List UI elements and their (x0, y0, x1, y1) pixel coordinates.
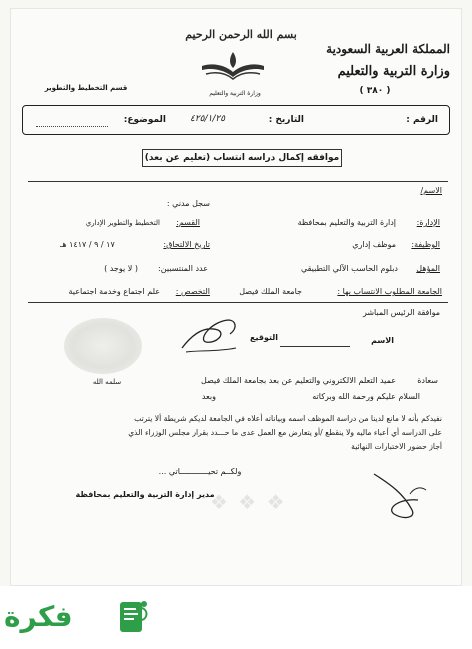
separator-mid (28, 302, 448, 303)
stamp-caption: سلمه الله (92, 378, 122, 386)
qualification-value: دبلوم الحاسب الآلي التطبيقي (300, 264, 398, 273)
ministry-small-caption: وزارة التربية والتعليم (209, 90, 261, 97)
faded-watermark: ❖ ❖ ❖ (210, 490, 287, 514)
ref-subject-label: الموضوع: (123, 115, 166, 125)
brand-name: فكرة (4, 600, 73, 633)
letterhead-number: ( ٣٨٠ ) (359, 86, 391, 96)
name-line (280, 346, 350, 347)
manager-approval-label: موافقة الرئيس المباشر (362, 308, 440, 317)
job-label: الوظيفة: (411, 240, 440, 249)
section-value: التخطيط والتطوير الإداري (85, 219, 160, 227)
specialization-label: التخصص : (175, 287, 210, 296)
specialization-value: علم اجتماع وخدمة اجتماعية (68, 287, 160, 296)
separator-top (28, 181, 448, 182)
handwritten-mark (364, 464, 434, 522)
university-value: جامعة الملك فيصل (239, 287, 302, 296)
body-line-3: أجاز حضور الاختبارات النهائية (351, 442, 442, 451)
official-stamp (64, 318, 142, 374)
after-greeting: وبعد (201, 392, 216, 401)
members-value: ( لا يوجد ) (104, 264, 138, 273)
civil-record-label: سجل مدني : (166, 199, 210, 208)
signer-title: مدير إدارة التربية والتعليم بمحافظة (75, 490, 215, 499)
document-icon (116, 598, 150, 638)
join-date-label: تاريخ الالتحاق: (163, 240, 210, 249)
salutation: سعادة (417, 376, 438, 385)
kingdom-title: المملكة العربية السعودية (326, 42, 450, 56)
university-label: الجامعة المطلوب الانتساب بها : (337, 287, 442, 296)
recipient-line: عميد التعلم الالكتروني والتعليم عن بعد بجامعة الملك فيصل (201, 376, 396, 385)
job-value: موظف إداري (352, 240, 396, 249)
document-heading: موافقه إكمال دراسه انتساب (تعليم عن بعد) (142, 149, 342, 167)
ministry-logo (196, 46, 270, 86)
signature-mark (176, 312, 246, 358)
ref-subject-dots (36, 126, 108, 127)
ref-number-label: الرقم : (406, 115, 438, 125)
body-line-1: نفيدكم بأنه لا مانع لدينا من دراسة الموظف اسمه وبياناته أعلاه في الجامعة لديكم شريطة ألا يترتب (134, 414, 442, 423)
members-label: عدد المنتسبين: (158, 264, 208, 273)
ref-date-value: ٤٢٥/١/٢٥ (190, 114, 226, 124)
admin-label: الإدارة: (416, 218, 440, 227)
greeting: السلام عليكم ورحمة الله وبركاته (312, 392, 420, 401)
qualification-label: المؤهل (416, 264, 440, 273)
body-line-2: على الدراسه أي أعباء ماليه ولا ينقطع /أو يتعارض مع العمل عدى ما حـــدد بقرار مجلس الوزراء الذي (128, 428, 442, 437)
name-label: الاسم/ (420, 186, 442, 195)
approval-name-label: الاسم (371, 336, 394, 345)
ministry-title: وزارة التربية والتعليم (337, 64, 450, 79)
signature-label: التوقيع (250, 333, 278, 342)
department-name: قسم التخطيط والتطوير (44, 84, 128, 92)
join-date-value: ١٧ / ٩ / ١٤١٧ هـ (60, 240, 115, 249)
admin-value: إدارة التربية والتعليم بمحافظة (297, 218, 396, 227)
closing: ولكــم تحيــــــــــــاتي ... (158, 467, 242, 476)
basmala: بسم الله الرحمن الرحيم (185, 28, 297, 41)
ref-date-label: التاريخ : (268, 115, 304, 125)
section-label: القسم: (176, 218, 200, 227)
